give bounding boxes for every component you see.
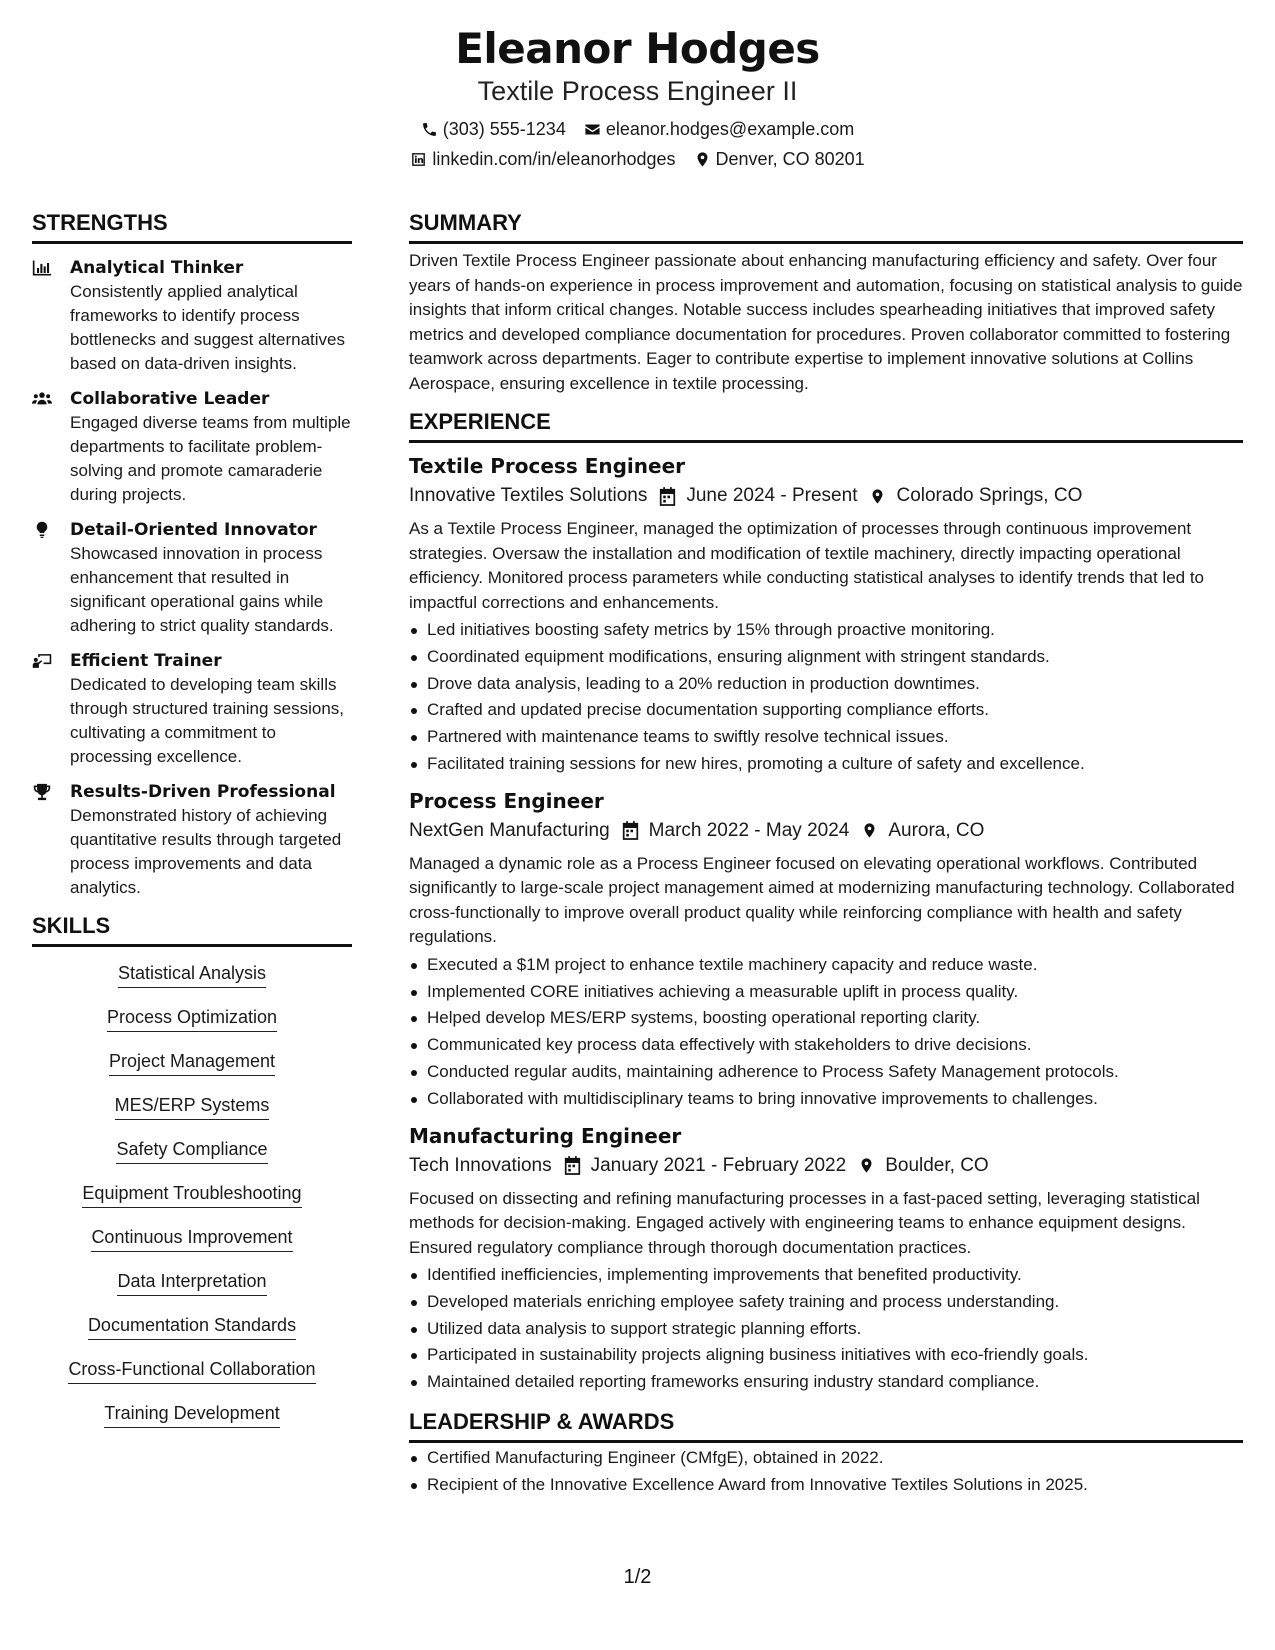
envelope-icon: [584, 121, 601, 138]
skill-item: MES/ERP Systems: [115, 1093, 270, 1120]
users-icon: [32, 390, 52, 408]
strength-title: Detail-Oriented Innovator: [70, 520, 317, 540]
skill-item: Safety Compliance: [116, 1137, 267, 1164]
job-company: Tech Innovations: [409, 1154, 552, 1176]
bar-chart-icon: [32, 259, 52, 277]
awards-heading: LEADERSHIP & AWARDS: [409, 1408, 1243, 1443]
linkedin-icon: [410, 151, 427, 168]
experience-section: [409, 408, 1243, 1396]
strength-item: [32, 780, 352, 900]
job-bullet: Communicated key process data effectively with stakeholders to drive decisions.: [409, 1032, 1243, 1059]
summary-heading: SUMMARY: [409, 209, 1243, 244]
skills-list: [32, 961, 352, 1428]
skill-item: Continuous Improvement: [91, 1225, 292, 1252]
strength-desc: Consistently applied analytical frameworks to identify process bottlenecks and suggest alternatives based on data-driven insights.: [70, 282, 346, 373]
map-pin-icon: [869, 487, 886, 506]
job-bullet: Conducted regular audits, maintaining adherence to Process Safety Management protocols.: [409, 1059, 1243, 1086]
skill-item: Documentation Standards: [88, 1313, 296, 1340]
summary-text: Driven Textile Process Engineer passionate about enhancing manufacturing efficiency and safety. Over four years of hands-on experience in process improvement and automation, focusing on statistical analysis to guide insights that inform critical changes. Notable success includes spearheading initiatives that improved safety metrics and developed compliance documentation for procedures. Proven collaborator committed to fostering teamwork across departments. Eager to contribute expertise to implement innovative solutions at Collins Aerospace, ensuring excellence in textile processing.: [409, 251, 1243, 393]
skill-item: Statistical Analysis: [118, 961, 266, 988]
strength-title: Collaborative Leader: [70, 389, 270, 409]
job-bullet: Helped develop MES/ERP systems, boosting operational reporting clarity.: [409, 1005, 1243, 1032]
skill-item: Cross-Functional Collaboration: [68, 1357, 315, 1384]
linkedin-text[interactable]: linkedin.com/in/eleanorhodges: [432, 149, 676, 169]
job-location: Aurora, CO: [888, 819, 985, 841]
job-bullet: Implemented CORE initiatives achieving a measurable uplift in process quality.: [409, 979, 1243, 1006]
award-item: Certified Manufacturing Engineer (CMfgE), obtained in 2022.: [409, 1445, 1243, 1472]
job-bullet: Executed a $1M project to enhance textile machinery capacity and reduce waste.: [409, 952, 1243, 979]
skill-item: Process Optimization: [107, 1005, 277, 1032]
candidate-role: Textile Process Engineer II: [477, 76, 798, 106]
trainer-icon: [32, 652, 52, 670]
job-bullets: [409, 617, 1243, 778]
job-title: Process Engineer: [409, 788, 604, 813]
job-bullet: Crafted and updated precise documentation supporting compliance efforts.: [409, 697, 1243, 724]
job-description: Focused on dissecting and refining manufacturing processes in a fast-paced setting, leveraging statistical methods for decision-making. Engaged actively with engineering teams to enhance equipment designs. Ensured regulatory compliance through thorough documentation practices.: [409, 1188, 1200, 1257]
strengths-heading: STRENGTHS: [32, 209, 352, 244]
awards-list: [409, 1445, 1243, 1499]
resume-header: [0, 22, 1275, 174]
map-pin-icon: [694, 151, 711, 168]
right-column: [409, 209, 1243, 1499]
map-pin-icon: [858, 1156, 875, 1175]
strength-desc: Showcased innovation in process enhancement that resulted in significant operational gains while adhering to strict quality standards.: [70, 544, 334, 635]
skill-item: Project Management: [109, 1049, 275, 1076]
contact-line-2: [0, 144, 1275, 174]
linkedin-contact[interactable]: [410, 144, 675, 174]
strength-item: [32, 256, 352, 376]
job-location: Boulder, CO: [885, 1154, 989, 1176]
strength-title: Efficient Trainer: [70, 651, 222, 671]
strength-item: [32, 387, 352, 507]
skill-item: Training Development: [104, 1401, 279, 1428]
job-dates: March 2022 - May 2024: [648, 819, 850, 841]
strength-item: [32, 649, 352, 769]
skills-section: [32, 912, 352, 1428]
job-bullet: Maintained detailed reporting frameworks ensuring industry standard compliance.: [409, 1369, 1243, 1396]
job-bullet: Drove data analysis, leading to a 20% reduction in production downtimes.: [409, 671, 1243, 698]
job-company: Innovative Textiles Solutions: [409, 485, 648, 506]
page-number: 1/2: [623, 1566, 652, 1588]
job-title: Textile Process Engineer: [409, 454, 686, 478]
job-bullet: Utilized data analysis to support strategic planning efforts.: [409, 1316, 1243, 1343]
job-bullet: Identified inefficiencies, implementing improvements that benefited productivity.: [409, 1262, 1243, 1289]
job-bullet: Coordinated equipment modifications, ensuring alignment with stringent standards.: [409, 644, 1243, 671]
award-item: Recipient of the Innovative Excellence Award from Innovative Textiles Solutions in 2025.: [409, 1472, 1243, 1499]
job-meta: [409, 816, 1243, 846]
strength-desc: Demonstrated history of achieving quantitative results through targeted process improvements and data analytics.: [70, 806, 342, 897]
strength-title: Results-Driven Professional: [70, 782, 336, 802]
strength-desc: Engaged diverse teams from multiple departments to facilitate problem-solving and promote camaraderie during projects.: [70, 413, 351, 504]
strengths-list: [32, 256, 352, 900]
contact-line-1: [0, 114, 1275, 144]
job-bullets: [409, 1262, 1243, 1396]
skill-item: Data Interpretation: [117, 1269, 266, 1296]
job-bullet: Partnered with maintenance teams to swiftly resolve technical issues.: [409, 724, 1243, 751]
strength-item: [32, 518, 352, 638]
trophy-icon: [32, 783, 52, 801]
job-bullet: Collaborated with multidisciplinary teams to bring innovative improvements to challenges.: [409, 1086, 1243, 1113]
skills-heading: SKILLS: [32, 912, 352, 947]
job-entry: [409, 451, 1243, 778]
candidate-name: Eleanor Hodges: [455, 24, 820, 73]
job-entry: [409, 1121, 1243, 1396]
job-bullet: Facilitated training sessions for new hires, promoting a culture of safety and excellence.: [409, 751, 1243, 778]
phone-icon: [421, 121, 438, 138]
calendar-icon: [564, 1156, 581, 1175]
job-bullet: Participated in sustainability projects aligning business initiatives with eco-friendly goals.: [409, 1342, 1243, 1369]
job-company: NextGen Manufacturing: [409, 819, 610, 841]
job-location: Colorado Springs, CO: [896, 485, 1083, 506]
awards-section: [409, 1408, 1243, 1499]
job-description: Managed a dynamic role as a Process Engineer focused on elevating operational workflows. Contributed significantly to large-scale project management aimed at modernizing manufacturing technology. Collaborated cross-functionally to improve overall product quality while reinforcing compliance with health and safety regulations.: [409, 853, 1235, 947]
lightbulb-icon: [32, 521, 52, 539]
phone-contact: [421, 114, 566, 144]
strength-title: Analytical Thinker: [70, 258, 244, 278]
job-description: As a Textile Process Engineer, managed the optimization of processes through continuous improvement strategies. Oversaw the installation and modification of textile machinery, directly impacting operational efficiency. Monitored process parameters while conducting statistical analyses to identify trends that led to impactful corrections and enhancements.: [409, 519, 1204, 612]
location-contact: [694, 144, 865, 174]
job-bullets: [409, 952, 1243, 1113]
job-entry: [409, 786, 1243, 1113]
email-contact[interactable]: [584, 114, 854, 144]
job-meta: [409, 481, 1243, 511]
email-text[interactable]: eleanor.hodges@example.com: [605, 119, 855, 139]
map-pin-icon: [861, 821, 878, 840]
calendar-icon: [659, 487, 676, 506]
job-dates: June 2024 - Present: [686, 485, 858, 506]
strength-desc: Dedicated to developing team skills through structured training sessions, cultivating a commitment to processing excellence.: [70, 675, 345, 766]
job-bullet: Led initiatives boosting safety metrics by 15% through proactive monitoring.: [409, 617, 1243, 644]
left-column: [32, 209, 352, 1445]
phone-text: (303) 555-1234: [442, 119, 566, 139]
job-title: Manufacturing Engineer: [409, 1123, 682, 1148]
job-meta: [409, 1151, 1243, 1181]
calendar-icon: [622, 821, 639, 840]
skill-item: Equipment Troubleshooting: [82, 1181, 301, 1208]
job-dates: January 2021 - February 2022: [590, 1154, 847, 1176]
job-bullet: Developed materials enriching employee safety training and process understanding.: [409, 1289, 1243, 1316]
experience-heading: EXPERIENCE: [409, 408, 1243, 443]
location-text: Denver, CO 80201: [715, 149, 865, 169]
